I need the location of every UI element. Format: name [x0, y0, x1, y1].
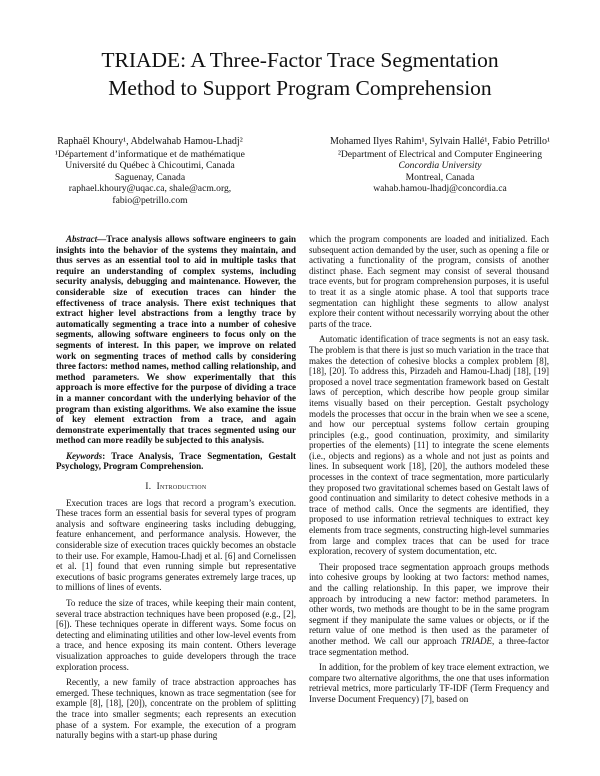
abstract-label: Abstract — [66, 234, 98, 244]
paragraph-text: , a three-factor trace segmentation method. — [309, 635, 549, 657]
affiliation-line: Université du Québec à Chicoutimi, Canada — [65, 160, 235, 171]
author-names-left: Raphaël Khoury¹, Abdelwahab Hamou-Lhadj² — [57, 136, 243, 147]
affiliation-line: ²Department of Electrical and Computer Engineering — [337, 148, 542, 160]
author-block-right — [290, 136, 590, 195]
keywords — [56, 451, 296, 472]
affiliation-line: Saguenay, Canada — [114, 171, 186, 183]
author-block-left — [0, 136, 300, 206]
left-column — [56, 234, 296, 746]
section-title: Introduction — [156, 481, 207, 492]
paper-title-line2: Method to Support Program Comprehension — [108, 76, 492, 100]
paragraph: Execution traces are logs that record a program’s execution. These traces form an essential basis for several types of program analysis and software engineering tasks including debugging, feature enhancement, and performance analysis. However, the considerable size of execution traces quickly becomes an obstacle to their use. For example, Hamou-Lhadj et al. [6] and Cornelissen et al. [1] found that even running simple but representative executions of basic programs generates extremely large traces, up to millions of lines of events. — [56, 497, 296, 593]
paragraph: To reduce the size of traces, while keeping their main content, several trace abstraction techniques have been proposed (e.g., [2], [6]). These techniques operate in different ways. Some focus on detecting and eliminating utilities and other low-level events from a trace, and hence exposing its main content. Others leverage visualization approaches to guide developers through the trace exploration process. — [56, 598, 296, 672]
paragraph — [309, 562, 549, 657]
email-line: raphael.khoury@uqac.ca, shale@acm.org, — [68, 183, 232, 194]
paragraph: Recently, a new family of trace abstraction approaches has emerged. These techniques, known as trace segmentation (see for example [8], [18], [20]), concentrate on the problem of splitting the trace into smaller segments; each represents an execution phase of a system. For example, the execution of a program naturally begins with a start-up phase during — [56, 677, 296, 741]
email-line: wahab.hamou-lhadj@concordia.ca — [373, 183, 507, 194]
section-heading — [56, 481, 296, 492]
paragraph-text: Their proposed trace segmentation approach groups methods into cohesive groups by looking at two factors: method names, and the calling relationship. In this paper, we improve their approach by introducing a new factor: method parameters. In other words, two methods are thought to be in the same program segment if they manipulate the same values or objects, or if the return value of one method is then used as the parameter of another method. We call our approach — [309, 561, 549, 646]
paragraph: In addition, for the problem of key trace element extraction, we compare two alternative algorithms, the one that uses information retrieval metrics, more particularly TF-IDF (Term Frequency and Inverse Document Frequency) [7], based on — [309, 662, 549, 704]
affiliation-line: Montreal, Canada — [405, 171, 475, 183]
abstract — [56, 234, 296, 446]
email-line: fabio@petrillo.com — [112, 194, 188, 206]
author-names-right: Mohamed Ilyes Rahim¹, Sylvain Hallé¹, Fabio Petrillo¹ — [329, 136, 551, 147]
paragraph: Automatic identification of trace segments is not an easy task. The problem is that there is just so much variation in the trace that makes the detection of cohesive blocks a complex problem [8], [18], [20]. To address this, Pirzadeh and Hamou-Lhadj [18], [19] proposed a novel trace segmentation framework based on Gestalt laws of perception, which describe how people group similar items visually based on their perception. Gestalt psychology models the processes that occur in the brain when we see a scene, and how our perceptual systems follow certain grouping principles (e.g., good continuation, proximity, and similarity properties of the elements) [11] to integrate the scene elements (i.e., objects and regions) as a whole and not just as points and lines. In subsequent work [18], [20], the authors modeled these processes in the context of trace segmentation, more particularly they proposed two gravitational schemes based on Gestalt laws of good continuation and similarity to detect cohesive methods in a trace of method calls. Once the segments are identified, they proposed to use information retrieval techniques to extract key elements from trace segments, constructing high-level summaries from large and complex traces that can be used for trace exploration, recovery of system documentation, etc. — [309, 334, 549, 557]
method-name: TRIADE — [460, 635, 493, 646]
keywords-text: : Trace Analysis, Trace Segmentation, Gestalt Psychology, Program Comprehension. — [56, 450, 296, 472]
affiliation-line: ¹Département d’informatique et de mathématique — [55, 148, 245, 160]
right-column — [309, 234, 549, 710]
abstract-text: —Trace analysis allows software engineers to gain insights into the behavior of the systems they maintain, and thus serves as an essential tool to aid in multiple tasks that require an understanding of complex systems, including security analysis, debugging and maintenance. However, the considerable size of execution traces can hinder the effectiveness of trace analysis. There exist techniques that extract higher level abstractions from a lengthy trace by automatically segmenting a trace into a number of cohesive segments, allowing software engineers to focus only on the segments of interest. In this paper, we improve on related work on segmenting traces of method calls by considering three factors: method names, method calling relationship, and method parameters. We show experimentally that this approach is more effective for the purpose of dividing a trace in a manner concordant with the underlying behavior of the program than existing algorithms. We also examine the issue of key element extraction from a trace, and again demonstrate experimentally that traces segmented using our method can more readily be subjected to this analysis. — [56, 234, 296, 446]
paragraph: which the program components are loaded and initialized. Each subsequent action demanded by the user, such as opening a file or activating a functionality of the program, consists of another distinct phase. Each segment may consist of several thousand trace events, but for program comprehension purposes, it is useful to treat it as a single atomic phase. A tool that supports trace segmentation can highlight these segments to allow analyst explore their content without necessarily worrying about the other parts of the trace. — [309, 234, 549, 329]
section-number: I. — [145, 481, 152, 492]
keywords-label: Keywords — [66, 450, 103, 461]
paper-title-line1: TRIADE: A Three-Factor Trace Segmentation — [101, 48, 499, 72]
affiliation-line: Concordia University — [398, 160, 482, 171]
